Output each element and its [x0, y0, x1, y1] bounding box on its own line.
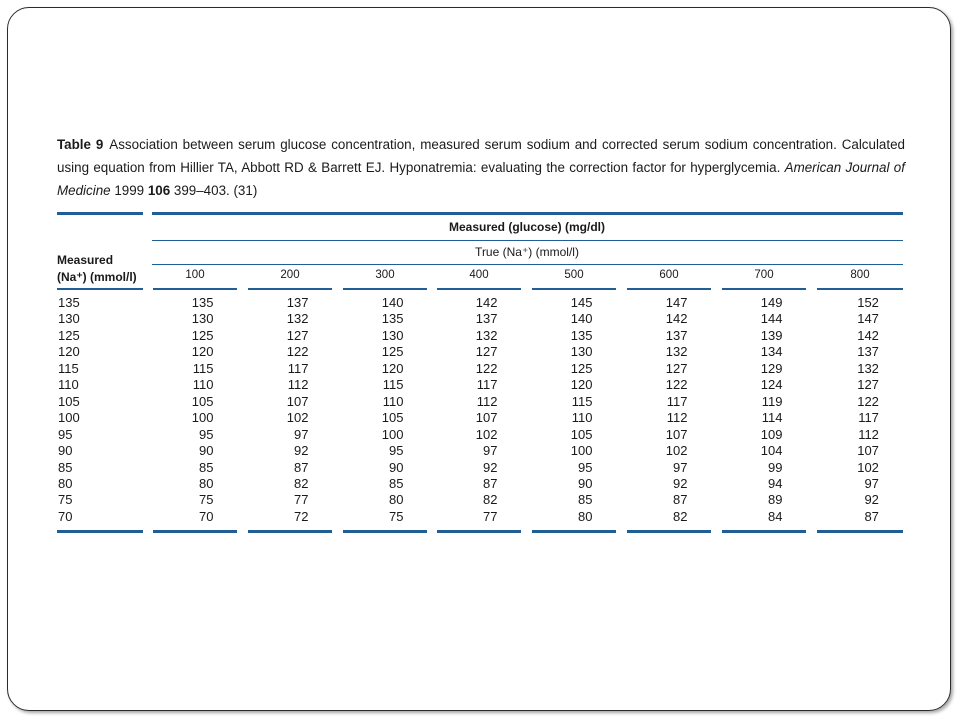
table-cell: 125 [191, 327, 214, 343]
table-cell: 77 [294, 492, 309, 508]
column-header: 700 [754, 269, 774, 281]
table-cell: 82 [483, 492, 498, 508]
row-label-cell: 85 [58, 459, 73, 475]
table-cell: 115 [382, 377, 404, 393]
table-cell: 104 [760, 443, 783, 459]
caption-journal: American Journal of Medicine [57, 160, 905, 198]
table-cell: 147 [665, 295, 688, 310]
column-header: 500 [564, 269, 584, 281]
table-cell: 122 [286, 344, 309, 360]
table-cell: 85 [578, 492, 593, 508]
table-cell: 92 [864, 492, 879, 508]
bottom-rule [627, 530, 711, 533]
table-cell: 97 [294, 426, 309, 442]
table-cell: 100 [570, 443, 593, 459]
table-cell: 107 [286, 393, 309, 409]
column-header-rule [722, 288, 806, 290]
table-caption [57, 133, 905, 202]
row-label-cell: 80 [58, 475, 73, 491]
table-cell: 139 [760, 327, 783, 343]
table-cell: 142 [475, 295, 498, 310]
table-cell: 137 [475, 311, 498, 327]
table-cell: 120 [191, 344, 214, 360]
table-cell: 80 [578, 508, 593, 524]
table-cell: 119 [761, 393, 783, 409]
table-cell: 72 [294, 508, 309, 524]
table-cell: 92 [483, 459, 498, 475]
column-header-rule [532, 288, 616, 290]
row-header-line2: (Na⁺) (mmol/l) [57, 270, 137, 284]
table-cell: 109 [760, 426, 783, 442]
table-cell: 147 [857, 311, 879, 327]
table-cell: 97 [673, 459, 688, 475]
table-cell: 115 [192, 360, 214, 376]
table-cell: 132 [475, 327, 498, 343]
row-label-cell: 120 [58, 344, 80, 360]
table-cell: 100 [381, 426, 404, 442]
row-label-cell: 135 [58, 295, 80, 310]
table-cell: 117 [476, 377, 498, 393]
table-cell: 110 [382, 393, 404, 409]
column-header-rule [153, 288, 237, 290]
table-cell: 144 [760, 311, 783, 327]
table-cell: 80 [199, 475, 214, 491]
table-cell: 112 [666, 410, 688, 426]
table-cell: 92 [673, 475, 688, 491]
row-label-cell: 100 [58, 410, 80, 426]
table-cell: 94 [768, 475, 783, 491]
table-label: Table 9 [57, 137, 104, 152]
table-cell: 125 [381, 344, 404, 360]
caption-text: Association between serum glucose concentration, measured serum sodium and corrected serum sodium concentration. Calculated using equation from Hillier TA, Abbott RD & Barrett EJ. Hyponatremia: evaluating the correction factor for hyperglycemia. [57, 137, 905, 175]
table-cell: 117 [666, 393, 688, 409]
table-cell: 132 [286, 311, 309, 327]
row-label-cell: 115 [58, 360, 79, 376]
top-rule-left [57, 212, 143, 215]
table-cell: 105 [381, 410, 404, 426]
table-cell: 130 [570, 344, 593, 360]
table-cell: 102 [475, 426, 498, 442]
column-header-rule [437, 288, 521, 290]
table-cell: 100 [191, 410, 214, 426]
table-cell: 99 [768, 459, 783, 475]
table-cell: 82 [294, 475, 309, 491]
table-cell: 107 [475, 410, 498, 426]
sodium-correction-table [57, 212, 903, 538]
table-cell: 137 [857, 344, 879, 360]
column-header-rule [248, 288, 332, 290]
bottom-rule [343, 530, 427, 533]
table-cell: 89 [768, 492, 783, 508]
table-cell: 87 [294, 459, 309, 475]
table-cell: 102 [286, 410, 309, 426]
bottom-rule [153, 530, 237, 533]
caption-pages: 399–403. (31) [170, 183, 258, 198]
table-cell: 87 [483, 475, 498, 491]
table-cell: 142 [857, 327, 879, 343]
row-label-cell: 130 [58, 311, 80, 327]
table-cell: 120 [381, 360, 404, 376]
table-cell: 82 [673, 508, 688, 524]
column-header-rule [627, 288, 711, 290]
table-cell: 95 [199, 426, 214, 442]
row-label-cell: 90 [58, 443, 73, 459]
table-cell: 80 [389, 492, 404, 508]
table-cell: 117 [287, 360, 309, 376]
table-cell: 95 [389, 443, 404, 459]
row-header [57, 252, 137, 286]
table-cell: 77 [483, 508, 498, 524]
sub-header-rule [152, 264, 903, 265]
row-label-cell: 125 [58, 327, 80, 343]
column-header: 400 [469, 269, 489, 281]
table-cell: 87 [673, 492, 688, 508]
table-cell: 102 [857, 459, 879, 475]
table-cell: 127 [665, 360, 688, 376]
table-cell: 84 [768, 508, 783, 524]
table-cell: 122 [665, 377, 688, 393]
table-cell: 110 [192, 377, 214, 393]
table-cell: 122 [857, 393, 879, 409]
table-cell: 97 [483, 443, 498, 459]
table-cell: 102 [665, 443, 688, 459]
table-cell: 152 [857, 295, 879, 310]
table-cell: 125 [570, 360, 593, 376]
table-cell: 137 [286, 295, 309, 310]
bottom-rule [248, 530, 332, 533]
table-cell: 124 [760, 377, 783, 393]
table-cell: 117 [858, 410, 879, 426]
table-cell: 120 [570, 377, 593, 393]
table-cell: 129 [760, 360, 783, 376]
table-cell: 107 [665, 426, 688, 442]
table-cell: 140 [381, 295, 404, 310]
column-header: 200 [280, 269, 300, 281]
table-cell: 130 [381, 327, 404, 343]
row-label-cell: 105 [58, 393, 80, 409]
row-label-cell: 110 [58, 377, 79, 393]
table-cell: 135 [191, 295, 214, 310]
bottom-rule [437, 530, 521, 533]
table-cell: 110 [571, 410, 593, 426]
table-cell: 140 [570, 311, 593, 327]
column-header: 100 [185, 269, 205, 281]
table-cell: 90 [199, 443, 214, 459]
table-cell: 92 [294, 443, 309, 459]
table-cell: 75 [199, 492, 214, 508]
table-cell: 105 [191, 393, 214, 409]
group-header [449, 220, 605, 234]
table-cell: 132 [857, 360, 879, 376]
table-cell: 105 [570, 426, 593, 442]
table-cell: 90 [389, 459, 404, 475]
sub-header: True (Na⁺) (mmol/l) [475, 245, 579, 259]
bottom-rule [722, 530, 806, 533]
table-cell: 95 [578, 459, 593, 475]
table-cell: 70 [199, 508, 214, 524]
table-cell: 142 [665, 311, 688, 327]
group-header-text: Measured (glucose) (mg/dl) [448, 220, 606, 234]
group-header-rule [152, 240, 903, 241]
top-rule-right [152, 212, 903, 215]
table-cell: 134 [760, 344, 783, 360]
table-cell: 112 [858, 426, 879, 442]
table-cell: 127 [475, 344, 498, 360]
table-cell: 115 [571, 393, 593, 409]
table-cell: 130 [191, 311, 214, 327]
column-header-rule [343, 288, 427, 290]
row-label-cell: 95 [58, 426, 73, 442]
column-header: 300 [375, 269, 395, 281]
table-cell: 132 [665, 344, 688, 360]
table-cell: 145 [570, 295, 593, 310]
row-label-cell: 70 [58, 508, 73, 524]
row-label-cell: 75 [58, 492, 73, 508]
column-header-rule [57, 288, 143, 290]
table-cell: 137 [665, 327, 688, 343]
bottom-rule [57, 530, 143, 533]
table-cell: 85 [389, 475, 404, 491]
table-cell: 85 [199, 459, 214, 475]
table-cell: 112 [476, 393, 498, 409]
bottom-rule [532, 530, 616, 533]
column-header-rule [817, 288, 903, 290]
caption-year: 1999 [110, 183, 148, 198]
row-header-line1: Measured [57, 253, 114, 267]
column-header: 600 [659, 269, 679, 281]
table-cell: 114 [761, 410, 783, 426]
table-cell: 127 [857, 377, 879, 393]
bottom-rule [817, 530, 903, 533]
table-cell: 90 [578, 475, 593, 491]
table-cell: 97 [864, 475, 879, 491]
table-cell: 87 [864, 508, 879, 524]
table-cell: 135 [570, 327, 593, 343]
table-cell: 107 [857, 443, 879, 459]
caption-volume: 106 [147, 183, 171, 198]
table-cell: 112 [287, 377, 309, 393]
table-cell: 135 [381, 311, 404, 327]
table-cell: 149 [760, 295, 783, 310]
table-cell: 127 [286, 327, 309, 343]
column-header: 800 [850, 269, 870, 281]
table-cell: 122 [475, 360, 498, 376]
table-cell: 75 [389, 508, 404, 524]
